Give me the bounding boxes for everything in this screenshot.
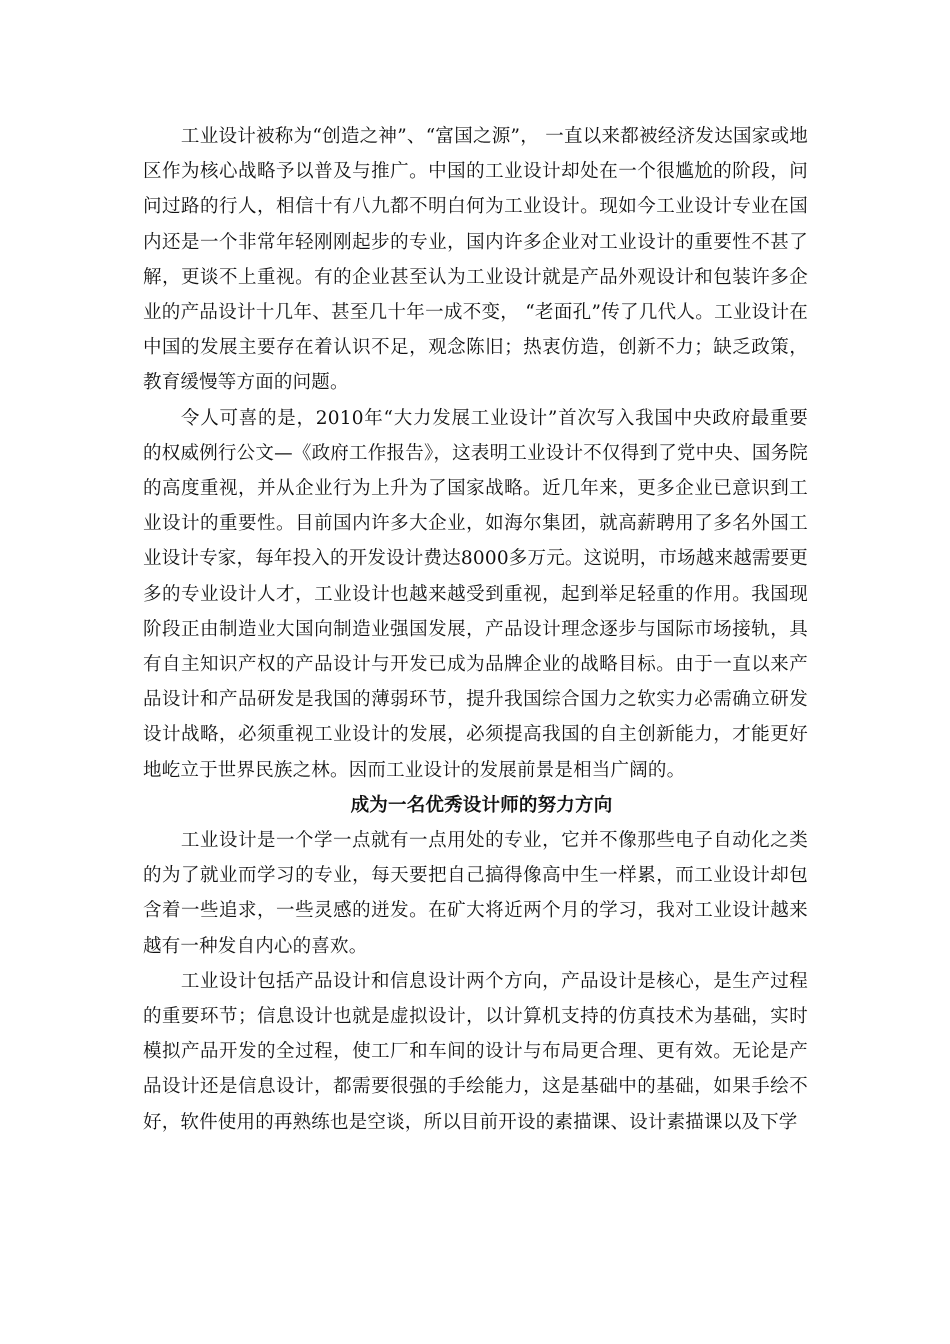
section-heading: 成为一名优秀设计师的努力方向 — [350, 794, 613, 816]
paragraph-design-directions: 工业设计包括产品设计和信息设计两个方向，产品设计是核心，是生产过程的重要环节；信息设计也就是虚拟设计，以计算机支持的仿真技术为基础，实时模拟产品开发的全过程，使工厂和车间的设计与布局更合理、更有效。无论是产品设计还是信息设计，都需要很强的手绘能力，这是基础中的基础，如果手绘不好，软件使用的再熟练也是空谈，所以目前开设的素描课、设计素描课以及下学 — [143, 970, 808, 1133]
paragraph-prospects: 令人可喜的是，2010年“大力发展工业设计”首次写入我国中央政府最重要的权威例行公文—《政府工作报告》，这表明工业设计不仅得到了党中央、国务院的高度重视，并从企业行为上升为了国家战略。近几年来，更多企业已意识到工业设计的重要性。目前国内许多大企业，如海尔集团，就高薪聘用了多名外国工业设计专家，每年投入的开发设计费达8000多万元。这说明，市场越来越需要更多的专业设计人才，工业设计也越来越受到重视，起到举足轻重的作用。我国现阶段正由制造业大国向制造业强国发展，产品设计理念逐步与国际市场接轨，具有自主知识产权的产品设计与开发已成为品牌企业的战略目标。由于一直以来产品设计和产品研发是我国的薄弱环节，提升我国综合国力之软实力必需确立研发设计战略，必须重视工业设计的发展，必须提高我国的自主创新能力，才能更好地屹立于世界民族之林。因而工业设计的发展前景是相当广阔的。 — [143, 407, 808, 781]
document-page — [143, 119, 808, 1140]
paragraph-intro: 工业设计被称为“创造之神”、“富国之源”， 一直以来都被经济发达国家或地区作为核心战略予以普及与推广。中国的工业设计却处在一个很尴尬的阶段，问问过路的行人，相信十有八九都不明白何为工业设计。现如今工业设计专业在国内还是一个非常年轻刚刚起步的专业，国内许多企业对工业设计的重要性不甚了解，更谈不上重视。有的企业甚至认为工业设计就是产品外观设计和包装许多企业的产品设计十几年、甚至几十年一成不变， “老面孔”传了几代人。工业设计在中国的发展主要存在着认识不足，观念陈旧；热衷仿造，创新不力；缺乏政策，教育缓慢等方面的问题。 — [143, 126, 808, 394]
paragraph-study-experience: 工业设计是一个学一点就有一点用处的专业，它并不像那些电子自动化之类的为了就业而学习的专业，每天要把自己搞得像高中生一样累，而工业设计却包含着一些追求，一些灵感的迸发。在矿大将近两个月的学习，我对工业设计越来越有一种发自内心的喜欢。 — [143, 830, 808, 957]
